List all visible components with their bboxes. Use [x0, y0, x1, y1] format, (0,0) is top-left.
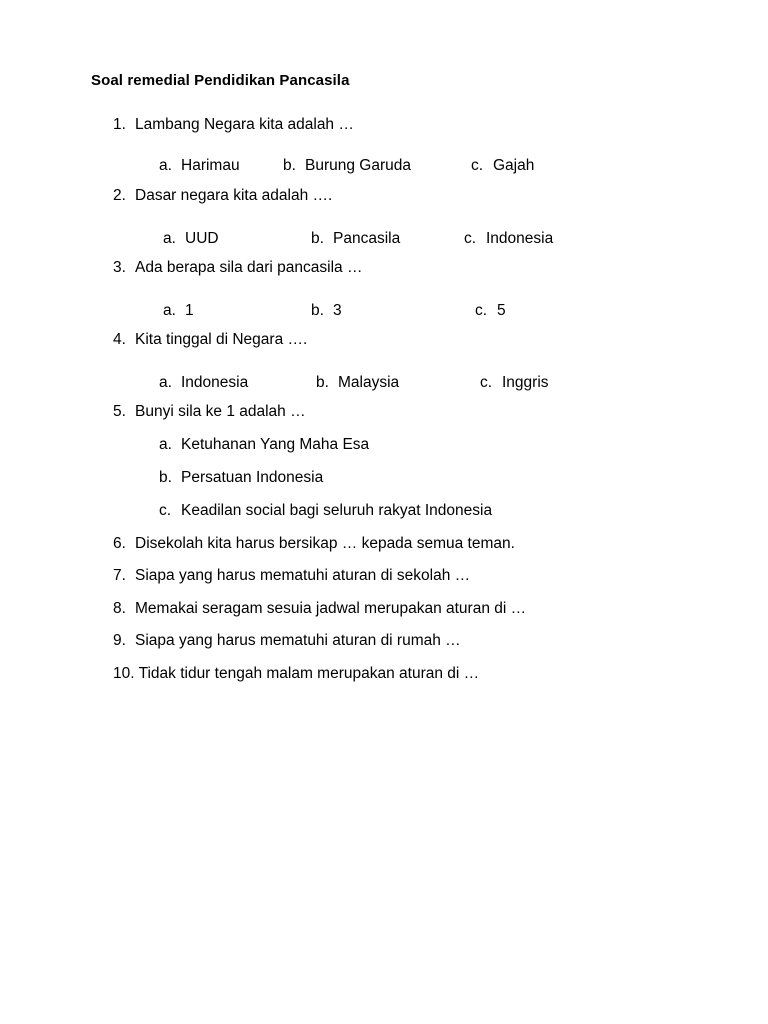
option-text: Inggris — [502, 374, 549, 391]
question-text: Dasar negara kita adalah …. — [135, 187, 333, 204]
option-1b — [283, 157, 411, 175]
question-text: Bunyi sila ke 1 adalah … — [135, 403, 306, 420]
option-text: Malaysia — [338, 374, 400, 391]
option-letter: c. — [464, 230, 477, 247]
question-7 — [113, 567, 470, 585]
option-text: Indonesia — [486, 230, 554, 247]
option-3b — [311, 302, 342, 320]
option-text: Ketuhanan Yang Maha Esa — [181, 436, 370, 453]
option-letter: c. — [471, 157, 484, 174]
option-text: 5 — [497, 302, 506, 319]
question-text: Memakai seragam sesuia jadwal merupakan aturan di … — [135, 600, 527, 617]
option-letter: c. — [480, 374, 493, 391]
question-1 — [113, 116, 354, 134]
option-4a — [159, 374, 248, 392]
option-text: Indonesia — [181, 374, 249, 391]
question-number: 6. — [113, 535, 126, 552]
question-number: 9. — [113, 632, 126, 649]
question-9 — [113, 632, 461, 650]
option-text: Pancasila — [333, 230, 401, 247]
option-text: Keadilan social bagi seluruh rakyat Indonesia — [181, 502, 493, 519]
question-3 — [113, 259, 362, 277]
page-title: Soal remedial Pendidikan Pancasila — [91, 72, 350, 89]
option-letter: b. — [159, 469, 172, 486]
option-5b — [159, 469, 323, 487]
question-number: 1. — [113, 116, 126, 133]
question-4 — [113, 331, 307, 349]
question-number: 4. — [113, 331, 126, 348]
option-2c — [464, 230, 553, 248]
question-number: 5. — [113, 403, 126, 420]
option-text: Persatuan Indonesia — [181, 469, 324, 486]
option-2b — [311, 230, 400, 248]
option-text: UUD — [185, 230, 219, 247]
option-5c — [159, 502, 492, 520]
option-4b — [316, 374, 399, 392]
question-number: 7. — [113, 567, 126, 584]
option-letter: b. — [311, 302, 324, 319]
question-10 — [113, 665, 479, 683]
option-1c — [471, 157, 534, 175]
question-number: 10. — [113, 665, 135, 682]
option-3c — [475, 302, 506, 320]
option-letter: a. — [163, 302, 176, 319]
question-number: 2. — [113, 187, 126, 204]
question-5 — [113, 403, 306, 421]
option-letter: a. — [159, 436, 172, 453]
question-6 — [113, 535, 515, 553]
question-text: Kita tinggal di Negara …. — [135, 331, 308, 348]
option-letter: c. — [475, 302, 488, 319]
question-2 — [113, 187, 332, 205]
option-letter: b. — [316, 374, 329, 391]
question-text: Siapa yang harus mematuhi aturan di sekolah … — [135, 567, 471, 584]
question-text: Siapa yang harus mematuhi aturan di rumah … — [135, 632, 461, 649]
question-number: 3. — [113, 259, 126, 276]
question-text: Disekolah kita harus bersikap … kepada semua teman. — [135, 535, 515, 552]
option-letter: b. — [311, 230, 324, 247]
option-text: Harimau — [181, 157, 240, 174]
question-number: 8. — [113, 600, 126, 617]
option-letter: a. — [163, 230, 176, 247]
option-text: Burung Garuda — [305, 157, 411, 174]
option-2a — [163, 230, 219, 248]
option-letter: c. — [159, 502, 172, 519]
option-4c — [480, 374, 549, 392]
option-letter: b. — [283, 157, 296, 174]
option-text: 3 — [333, 302, 342, 319]
option-1a — [159, 157, 240, 175]
option-letter: a. — [159, 374, 172, 391]
question-text: Ada berapa sila dari pancasila … — [135, 259, 363, 276]
option-3a — [163, 302, 194, 320]
question-text: Lambang Negara kita adalah … — [135, 116, 354, 133]
option-text: 1 — [185, 302, 194, 319]
question-8 — [113, 600, 526, 618]
option-text: Gajah — [493, 157, 535, 174]
question-text: Tidak tidur tengah malam merupakan aturan di … — [138, 665, 480, 682]
option-letter: a. — [159, 157, 172, 174]
option-5a — [159, 436, 369, 454]
